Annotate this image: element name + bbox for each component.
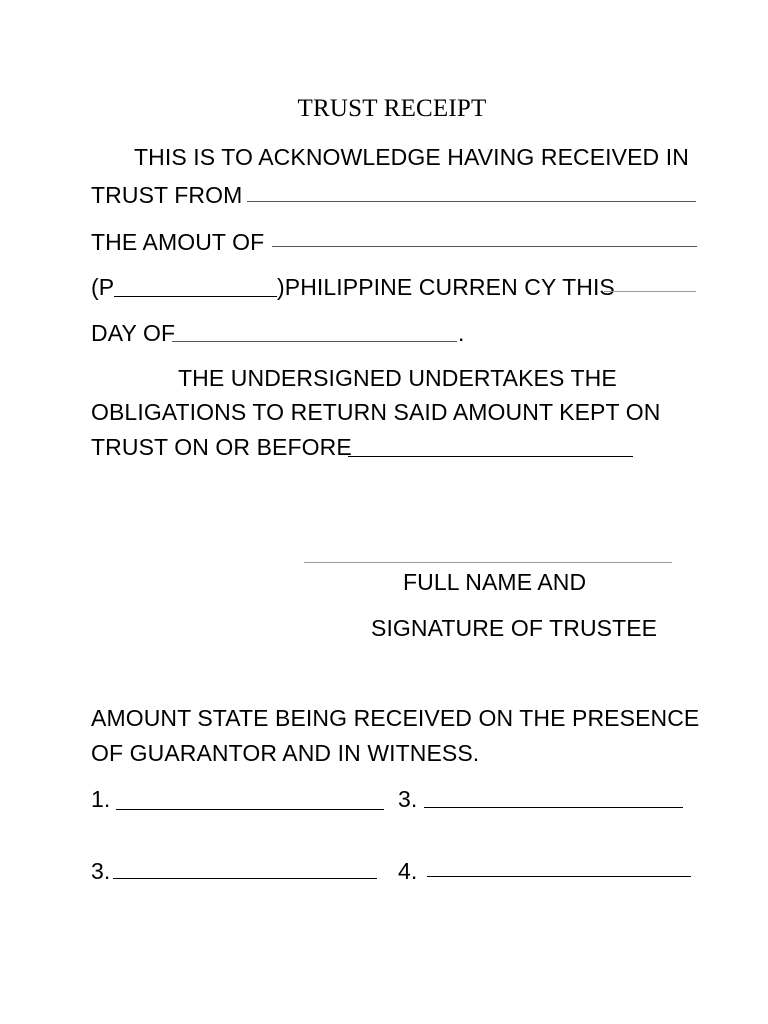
witness-statement-line2: OF GUARANTOR AND IN WITNESS. — [91, 740, 480, 766]
day-number-blank — [604, 291, 696, 292]
undersigned-line: THE UNDERSIGNED UNDERTAKES THE — [178, 365, 617, 391]
trust-from-label: TRUST FROM — [91, 182, 243, 208]
document-title: TRUST RECEIPT — [297, 95, 487, 122]
witness-number-2: 3. — [398, 786, 418, 812]
day-of-blank — [172, 341, 457, 342]
witness-2-blank — [424, 807, 683, 808]
signature-of-trustee-label: SIGNATURE OF TRUSTEE — [371, 615, 658, 641]
witness-statement-line1: AMOUNT STATE BEING RECEIVED ON THE PRESENCE — [91, 705, 700, 731]
philippine-currency-text: )PHILIPPINE CURREN CY THIS — [277, 274, 615, 300]
witness-1-blank — [116, 809, 384, 810]
day-of-period: . — [458, 320, 465, 346]
witness-number-3: 3. — [91, 858, 111, 884]
trustee-signature-blank — [304, 562, 672, 563]
acknowledge-line: THIS IS TO ACKNOWLEDGE HAVING RECEIVED IN — [134, 144, 689, 170]
trust-from-blank — [247, 201, 696, 202]
amount-blank — [272, 246, 697, 247]
witness-3-blank — [113, 878, 377, 879]
day-of-label: DAY OF — [91, 320, 176, 346]
amount-label: THE AMOUT OF — [91, 229, 265, 255]
full-name-label: FULL NAME AND — [403, 569, 587, 595]
witness-number-1: 1. — [91, 786, 111, 812]
witness-number-4: 4. — [398, 858, 418, 884]
obligations-line: OBLIGATIONS TO RETURN SAID AMOUNT KEPT ON — [91, 399, 661, 425]
peso-amount-blank — [114, 296, 277, 297]
before-date-blank — [348, 456, 633, 457]
peso-open-paren: (P — [91, 274, 115, 300]
witness-4-blank — [427, 876, 691, 877]
trust-before-label: TRUST ON OR BEFORE — [91, 434, 352, 460]
